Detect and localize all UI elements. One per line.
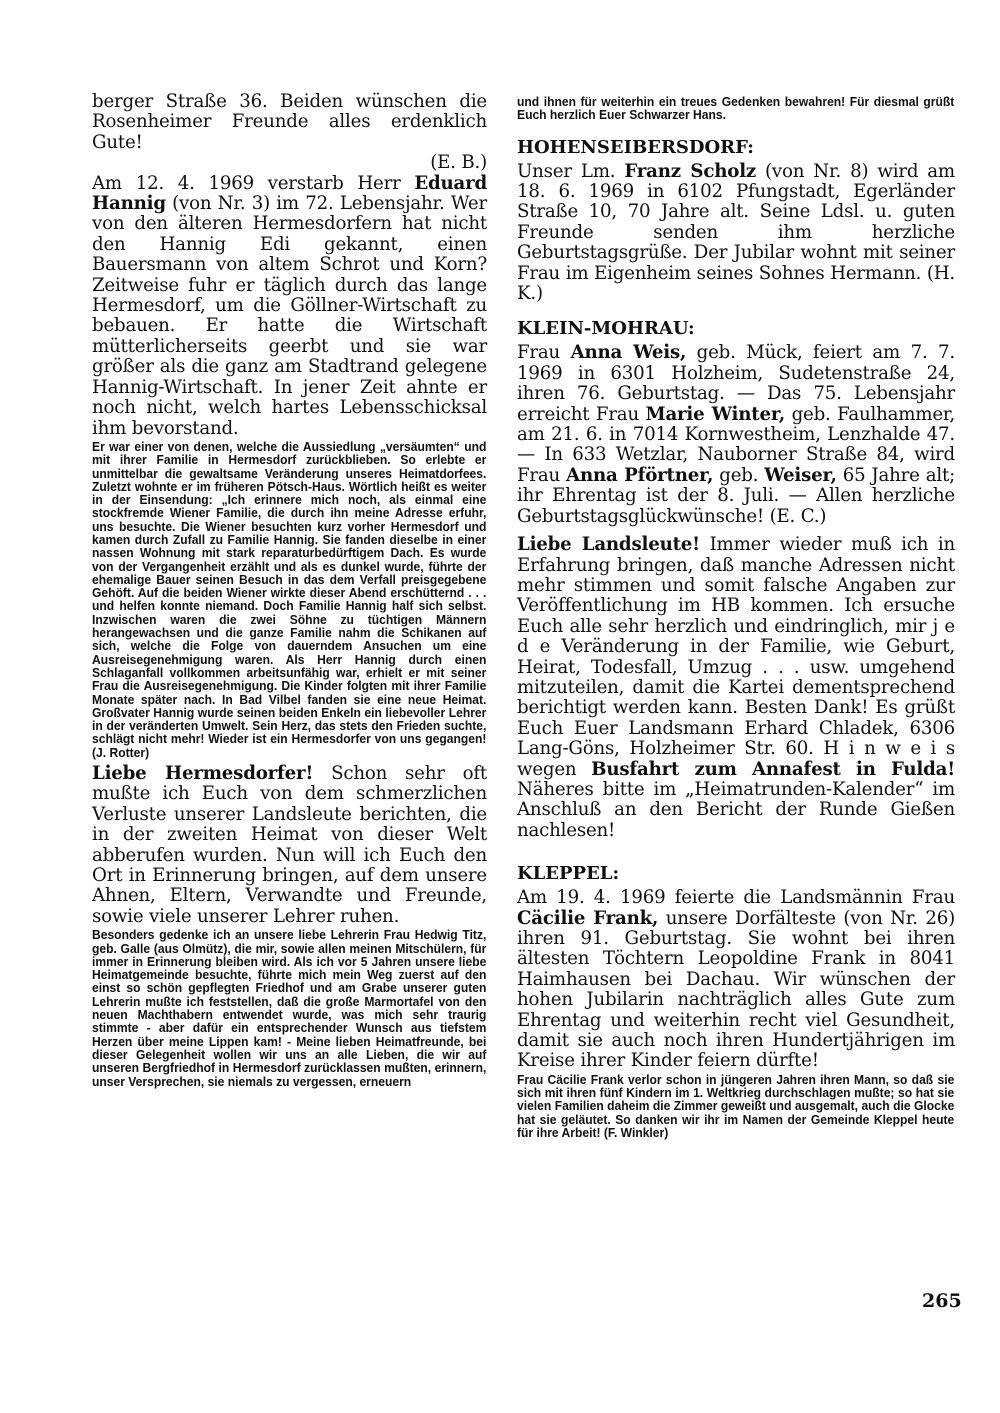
section-heading: KLEPPEL: [517,863,620,885]
lead: Liebe Hermesdorfer! [92,763,314,785]
signature: (E. B.) [430,152,487,174]
text: geb. Faulhammer, am 21. 6. in 7014 Kornwestheim, Lenzhalde 47. — In 633 Wetzlar, Nauborner Straße 84, wird Frau [517,403,955,486]
section-heading: KLEIN-MOHRAU: [517,318,695,340]
text: Näheres bitte im „Heimatrunden-Kalender“ im Anschluß an den Bericht der Runde Gießen nachlesen! [517,778,955,841]
text: Unser Lm. [517,160,625,182]
text: Am 19. 4. 1969 feierte die Landsmännin Frau [517,887,955,909]
paragraph [517,162,955,305]
right-column [517,92,955,1140]
person-name: Weiser, [764,464,837,486]
page-number: 265 [922,1290,962,1312]
section-heading: HOHENSEIBERSDORF: [517,136,754,158]
text: berger Straße 36. Beiden wünschen die Rosenheimer Freunde alles erdenklich Gute! [92,91,487,153]
text: geb. [713,464,765,486]
text: 65 Jahre alt; ihr Ehrentag ist der 8. Juli. — Allen herzliche Geburtstagsglückwünsche! (E. C.) [517,464,955,527]
left-column [92,92,487,1089]
person-name: Cäcilie Frank, [517,907,659,929]
person-name: Franz Scholz [624,160,757,182]
text: geb. Mück, feiert am 7. 7. 1969 in 6301 Holzheim, Sudetenstraße 24, ihren 76. Geburtstag. — Das 75. Lebensjahr erreicht Frau [517,342,955,425]
person-name: Anna Pförtner, [566,464,714,486]
small-paragraph: Besonders gedenke ich an unsere liebe Lehrerin Frau Hedwig Titz, geb. Galle (aus Olmütz), die mir, sowie allen meinen Mitschülern, für immer in Erinnerung bleiben wird. Als ich vor 5 Jahren unsere liebe Heimatgemeinde besuchte, führte mich mein Weg zuerst auf den einst so schön gepflegten Friedhof und am Grabe unserer guten Lehrerin mußte ich feststellen, daß die große Marmortafel von den neuen Machthabern entwendet wurde, was mich sehr traurig stimmte - aber dafür ein entsprechender Wunsch aus tiefstem Herzen über meine Lippen kam! - Meine lieben Heimatfreunde, bei dieser Gelegenheit wollen wir uns an alle Lieben, die wir auf unseren Bergfriedhof in Hermesdorf zurücklassen mußten, erinnern, unser Versprechen, sie niemals zu vergessen, erneuern [92,928,487,1089]
text: (von Nr. 8) wird am 18. 6. 1969 in 6102 Pfungstadt, Egerländer Straße 10, 70 Jahre alt. Seine Ldsl. u. guten Freunde senden ihm herzliche Geburtstagsgrüße. Der Jubilar wohnt mit seiner Frau im Eigenheim seines Sohnes Hermann. (H. K.) [517,160,955,305]
lead: Liebe Landsleute! [517,534,700,556]
paragraph [92,92,487,174]
small-paragraph: Er war einer von denen, welche die Aussiedlung „versäumten“ und mit ihrer Familie in Hermesdorf zurückblieben. So erlebte er unmittelbar die gewaltsame Veränderung unseres Heimatdorfees. Zuletzt wohnte er im früheren Pötsch-Haus. Wörtlich heißt es weiter in der Einsendung: „Ich erinnere mich noch, als einmal eine stockfremde Wiener Familie, die durch ihn meine Adresse erfuhr, uns besuchte. Die Wiener besuchten kurz vorher Hermesdorf und kamen durch Zufall zu Familie Hannig. Sie fanden dieselbe in einer nassen Wohnung mit stark reparaturbedürftigem Dach. Es wurde von der Vergangenheit erzählt und als es dunkel wurde, führte der ehemalige Bauer seinen Besuch in das dem Verfall preisgegebene Gehöft. Auf die beiden Wiener wirkte dieser Abend erschütternd . . . und helfen konnte niemand. Doch Familie Hannig half sich selbst. Inzwischen waren die zwei Söhne zu tüchtigen Männern herangewachsen und die ganze Familie nahm die Schikanen auf sich, welche die Folge von dauerndem Ansuchen um eine Ausreisegenehmigung waren. Als Herr Hannig durch einen Schlaganfall vollkommen arbeitsunfähig war, erhielt er mit seiner Frau die Ausreisegenehmigung. Die Kinder folgten mit ihrer Familie Monate später nach. In Bad Vilbel fanden sie eine neue Heimat. Großvater Hannig wurde seinen beiden Enkeln ein liebevoller Lehrer in der veränderten Umwelt. Sein Herz, das stets den Frieden suchte, schlägt nicht mehr! Wieder ist ein Hermesdorfer von uns gegangen! (J. Rotter) [92,439,487,760]
text: Schon sehr oft mußte ich Euch von dem schmerzlichen Verluste unserer Landsleute berichten, die in der zweiten Heimat von dieser Welt abberufen wurden. Nun will ich Euch den Ort in Erinnerung bringen, auf dem unsere Ahnen, Eltern, Verwandte und Freunde, sowie viele unserer Lehrer ruhen. [92,763,487,927]
small-paragraph: und ihnen für weiterhin ein treues Gedenken bewahren! Für diesmal grüßt Euch herzlich Euer Schwarzer Hans. [517,95,955,123]
obituary-hannig [92,174,487,439]
text: unsere Dorfälteste (von Nr. 26) ihren 91. Geburtstag. Sie wohnt bei ihren ältesten Töchtern Leopoldine Frank in 8041 Haimhausen bei Dachau. Wir wünschen der hohen Jubilarin nachträglich alles Gute zum Ehrentag und weiterhin recht viel Gesundheit, damit sie auch noch ihren Hundertjährigen im Kreise ihrer Kinder feiern dürfte! [517,907,956,1072]
paragraph [92,764,487,927]
text: Am 12. 4. 1969 verstarb Herr [92,172,415,194]
person-name: Eduard Hannig [92,172,487,215]
emphasis: Busfahrt zum Annafest in Fulda! [591,758,955,780]
paragraph [517,888,955,1072]
person-name: Marie Winter, [645,403,786,425]
paragraph [517,343,955,527]
text: Frau [517,342,571,364]
text: Immer wieder muß ich in Erfahrung bringen, daß manche Adressen nicht mehr stimmen und somit falsche Angaben zur Veröffentlichung im HB kommen. Ich ersuche Euch alle sehr herzlich und eindringlich, mir j e d e Veränderung in der Familie, wie Geburt, Heirat, Todesfall, Umzug . . . usw. umgehend mitzuteilen, damit die Kartei dementsprechend berichtigt werden kann. Besten Dank! Es grüßt Euch Euer Landsmann Erhard Chladek, 6306 Lang-Göns, Holzheimer Str. 60. H i n w e i s wegen [517,534,956,780]
text: (von Nr. 3) im 72. Lebensjahr. Wer von den älteren Hermesdorfern hat nicht den Hannig Edi gekannt, einen Bauersmann von altem Schrot und Korn? Zeitweise fuhr er täglich durch das lange Hermesdorf, um die Göllner-Wirtschaft zu bebauen. Er hatte die Wirtschaft mütterlicherseits geerbt und sie war größer als die ganz am Stadtrand gelegene Hannig-Wirtschaft. In jener Zeit ahnte er noch nicht, welch hartes Lebensschicksal ihm bevorstand. [92,193,487,439]
person-name: Anna Weis, [570,342,687,364]
paragraph [517,535,955,841]
small-paragraph: Frau Cäcilie Frank verlor schon in jüngeren Jahren ihren Mann, so daß sie sich mit ihren fünf Kindern im 1. Weltkrieg durchschlagen mußte; so hat sie vielen Familien daheim die Zimmer geweißt und ausgemalt, auch die Glocke hat sie geläutet. So danken wir ihr im Namen der Gemeinde Kleppel heute für ihre Arbeit! (F. Winkler) [517,1072,955,1141]
